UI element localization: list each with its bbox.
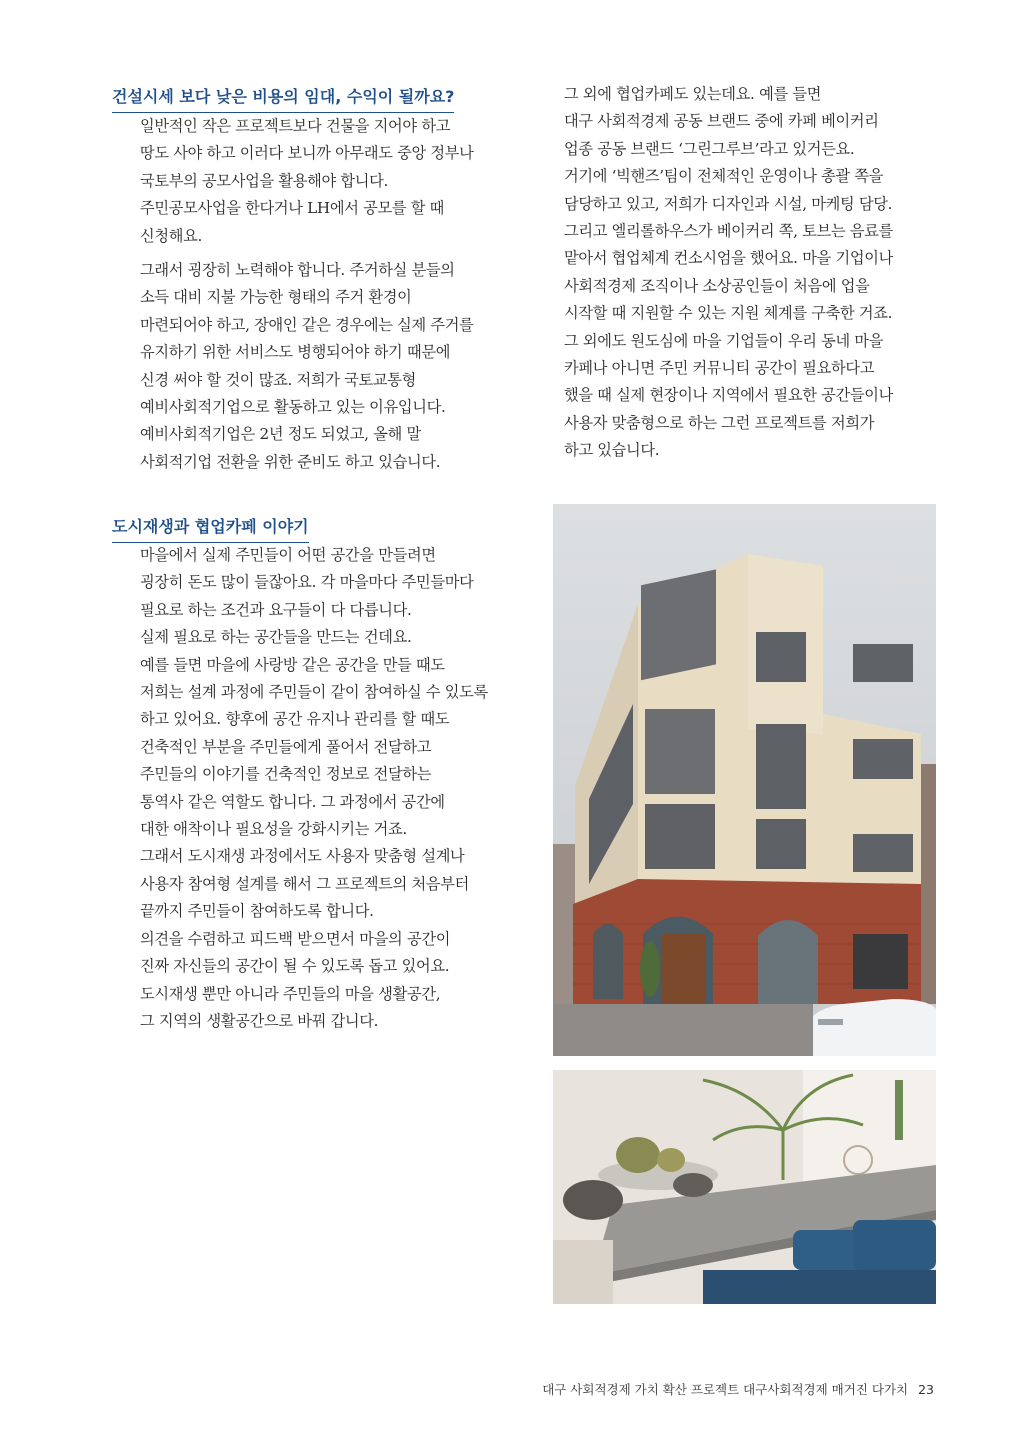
text-line: 땅도 사야 하고 이러다 보니까 아무래도 중앙 정부나 <box>140 144 474 163</box>
text-line: 끝까지 주민들이 참여하도록 합니다. <box>140 902 374 921</box>
cafe-interior-photo <box>553 1070 936 1304</box>
text-line: 사회적경제 조직이나 소상공인들이 처음에 업을 <box>564 276 870 295</box>
text-line: 하고 있어요. 향후에 공간 유지나 관리를 할 때도 <box>140 710 450 729</box>
paragraph-cooperative-cafe <box>564 81 893 465</box>
text-line: 주민들의 이야기를 건축적인 정보로 전달하는 <box>140 765 432 784</box>
paragraph-lease-1 <box>140 113 474 250</box>
text-line: 유지하기 위한 서비스도 병행되어야 하기 때문에 <box>140 343 451 362</box>
text-line: 신청해요. <box>140 226 203 245</box>
paragraph-urban-regeneration <box>140 542 488 1035</box>
section-heading-urban-regeneration: 도시재생과 협업카페 이야기 <box>112 514 309 543</box>
text-line: 굉장히 돈도 많이 들잖아요. 각 마을마다 주민들마다 <box>140 573 474 592</box>
text-line: 마을에서 실제 주민들이 어떤 공간을 만들려면 <box>140 546 436 564</box>
section-heading-lease: 건설시세 보다 낮은 비용의 임대, 수익이 될까요? <box>112 84 454 113</box>
text-line: 그 외에도 원도심에 마을 기업들이 우리 동네 마을 <box>564 331 884 350</box>
text-line: 대한 애착이나 필요성을 강화시키는 거죠. <box>140 820 407 839</box>
text-line: 사회적기업 전환을 위한 준비도 하고 있습니다. <box>140 452 441 471</box>
text-line: 맡아서 협업체계 컨소시엄을 했어요. 마을 기업이나 <box>564 249 893 268</box>
page-number: 23 <box>918 1382 934 1397</box>
paragraph-lease-2 <box>140 257 474 476</box>
text-line: 사용자 참여형 설계를 해서 그 프로젝트의 처음부터 <box>140 874 469 893</box>
text-line: 실제 필요로 하는 공간들을 만드는 건데요. <box>140 628 412 647</box>
text-line: 업종 공동 브랜드 ‘그린그루브’라고 있거든요. <box>564 139 855 158</box>
text-line: 의견을 수렴하고 피드백 받으면서 마을의 공간이 <box>140 929 451 948</box>
text-line: 예를 들면 마을에 사랑방 같은 공간을 만들 때도 <box>140 655 445 674</box>
text-line: 마련되어야 하고, 장애인 같은 경우에는 실제 주거를 <box>140 315 474 334</box>
text-line: 저희는 설계 과정에 주민들이 같이 참여하실 수 있도록 <box>140 683 488 702</box>
text-line: 담당하고 있고, 저희가 디자인과 시설, 마케팅 담당. <box>564 194 893 213</box>
text-line: 건축적인 부분을 주민들에게 풀어서 전달하고 <box>140 737 432 756</box>
text-line: 필요로 하는 조건과 요구들이 다 다릅니다. <box>140 600 412 619</box>
text-line: 소득 대비 지불 가능한 형태의 주거 환경이 <box>140 288 412 307</box>
text-line: 했을 때 실제 현장이나 지역에서 필요한 공간들이나 <box>564 386 893 405</box>
text-line: 그래서 도시재생 과정에서도 사용자 맞춤형 설계나 <box>140 847 465 866</box>
text-line: 카페나 아니면 주민 커뮤니티 공간이 필요하다고 <box>564 359 875 378</box>
text-line: 신경 써야 할 것이 많죠. 저희가 국토교통형 <box>140 370 417 389</box>
text-line: 국토부의 공모사업을 활용해야 합니다. <box>140 171 389 190</box>
page-footer <box>542 1380 934 1398</box>
text-line: 진짜 자신들의 공간이 될 수 있도록 돕고 있어요. <box>140 957 450 976</box>
text-line: 예비사회적기업으로 활동하고 있는 이유입니다. <box>140 398 446 417</box>
text-line: 그 외에 협업카페도 있는데요. 예를 들면 <box>564 85 822 103</box>
text-line: 일반적인 작은 프로젝트보다 건물을 지어야 하고 <box>140 117 451 135</box>
text-line: 하고 있습니다. <box>564 441 660 460</box>
text-line: 대구 사회적경제 공동 브랜드 중에 카페 베이커리 <box>564 112 879 131</box>
text-line: 거기에 ‘빅핸즈’팀이 전체적인 운영이나 총괄 쪽을 <box>564 167 884 186</box>
footer-publication: 대구 사회적경제 가치 확산 프로젝트 대구사회적경제 매거진 다가치 <box>542 1382 909 1397</box>
text-line: 그 지역의 생활공간으로 바꿔 갑니다. <box>140 1011 379 1030</box>
text-line: 도시재생 뿐만 아니라 주민들의 마을 생활공간, <box>140 984 441 1003</box>
text-line: 통역사 같은 역할도 합니다. 그 과정에서 공간에 <box>140 792 445 811</box>
text-line: 예비사회적기업은 2년 정도 되었고, 올해 말 <box>140 425 421 444</box>
building-photo <box>553 504 936 1056</box>
text-line: 주민공모사업을 한다거나 LH에서 공모를 할 때 <box>140 199 445 218</box>
text-line: 사용자 맞춤형으로 하는 그런 프로젝트를 저희가 <box>564 413 875 432</box>
text-line: 시작할 때 지원할 수 있는 지원 체계를 구축한 거죠. <box>564 304 893 323</box>
text-line: 그리고 엘리롤하우스가 베이커리 쪽, 토브는 음료를 <box>564 222 893 241</box>
text-line: 그래서 굉장히 노력해야 합니다. 주거하실 분들의 <box>140 261 455 279</box>
